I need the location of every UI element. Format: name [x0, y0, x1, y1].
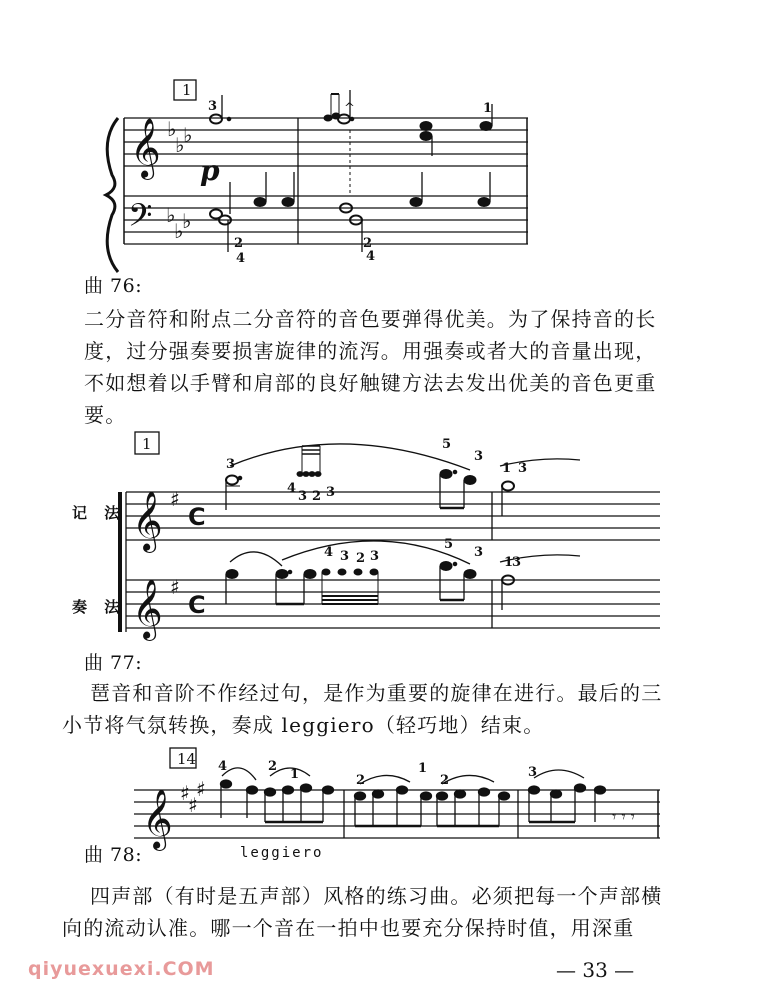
svg-text:𝄞: 𝄞 — [132, 491, 163, 551]
svg-text:♯: ♯ — [180, 781, 190, 805]
svg-text:3: 3 — [518, 461, 528, 476]
row-label-performance: 奏 法 — [72, 598, 126, 616]
svg-text:4: 4 — [366, 249, 376, 264]
svg-text:3: 3 — [528, 765, 538, 780]
svg-text:♭: ♭ — [166, 203, 176, 227]
svg-text:2: 2 — [356, 773, 366, 788]
paragraph-example-76: 二分音符和附点二分音符的音色要弹得优美。为了保持音的长度，过分强奏要损害旋律的流泻。用强奏或者大的音量出现，不如想着以手臂和肩部的良好触键方法去发出优美的音色更重要。 — [84, 307, 657, 427]
svg-text:𝄞: 𝄞 — [130, 118, 161, 178]
svg-text:3: 3 — [208, 99, 218, 114]
svg-text:4: 4 — [218, 759, 228, 774]
svg-text:3: 3 — [226, 457, 236, 472]
svg-text:♭: ♭ — [175, 133, 185, 157]
svg-text:♭: ♭ — [182, 209, 192, 233]
svg-text:3: 3 — [326, 485, 336, 500]
svg-text:^: ^ — [344, 101, 355, 116]
svg-text:1: 1 — [504, 555, 514, 570]
svg-text:4: 4 — [236, 251, 246, 266]
svg-text:2: 2 — [440, 773, 450, 788]
svg-text:2: 2 — [234, 236, 244, 251]
svg-text:1: 1 — [418, 761, 428, 776]
svg-text:♯: ♯ — [170, 575, 180, 599]
svg-text:2: 2 — [363, 236, 373, 251]
caption-example-77: 曲 77: — [84, 652, 143, 674]
example-77-measure-number: 1 — [142, 435, 152, 453]
example-76-score — [106, 80, 528, 272]
example-77-score — [120, 432, 660, 641]
example-76-measure-number: 1 — [182, 81, 192, 99]
svg-text:5: 5 — [442, 437, 452, 452]
caption-example-76: 曲 76: — [84, 275, 143, 297]
svg-text:4: 4 — [287, 481, 297, 496]
page-number: — 33 — — [556, 958, 635, 982]
svg-text:1: 1 — [483, 101, 493, 116]
svg-text:C: C — [188, 591, 206, 619]
svg-text:♯: ♯ — [196, 777, 206, 801]
caption-example-78: 曲 78: — [84, 844, 143, 866]
svg-text:♭: ♭ — [167, 117, 177, 141]
svg-text:3: 3 — [512, 555, 522, 570]
example-78-expression: leggiero — [240, 845, 324, 861]
paragraph-example-78: 四声部（有时是五声部）风格的练习曲。必须把每一个声部横向的流动认准。哪一个音在一拍中也要充分保持时值，用深重 — [62, 884, 663, 940]
svg-text:♯: ♯ — [188, 793, 198, 817]
example-78-measure-number: 14 — [177, 750, 197, 768]
svg-text:𝄞: 𝄞 — [142, 789, 173, 849]
svg-text:1: 1 — [290, 767, 300, 782]
svg-text:2: 2 — [312, 489, 322, 504]
svg-text:C: C — [188, 503, 206, 531]
svg-text:♯: ♯ — [170, 487, 180, 511]
svg-text:𝄢: 𝄢 — [128, 197, 153, 241]
svg-text:𝄾 𝄾 𝄾: 𝄾 𝄾 𝄾 — [612, 807, 635, 826]
example-76-dynamic: p — [200, 154, 220, 187]
svg-text:3: 3 — [340, 549, 350, 564]
watermark-logo: qiyuexuexi.COM — [28, 958, 215, 980]
svg-text:4: 4 — [324, 545, 334, 560]
paragraph-example-77: 琶音和音阶不作经过句，是作为重要的旋律在进行。最后的三小节将气氛转换，奏成 leggiero（轻巧地）结束。 — [62, 681, 663, 737]
svg-text:♭: ♭ — [174, 219, 184, 243]
svg-text:3: 3 — [474, 449, 484, 464]
svg-text:1: 1 — [502, 461, 512, 476]
row-label-notation: 记 法 — [72, 504, 126, 522]
svg-text:♭: ♭ — [183, 123, 193, 147]
example-78-score — [134, 748, 660, 851]
svg-text:3: 3 — [298, 489, 308, 504]
svg-text:5: 5 — [444, 537, 454, 552]
svg-text:3: 3 — [474, 545, 484, 560]
svg-text:𝄞: 𝄞 — [132, 579, 163, 639]
svg-text:3: 3 — [370, 549, 380, 564]
svg-text:2: 2 — [268, 759, 278, 774]
svg-text:2: 2 — [356, 551, 366, 566]
